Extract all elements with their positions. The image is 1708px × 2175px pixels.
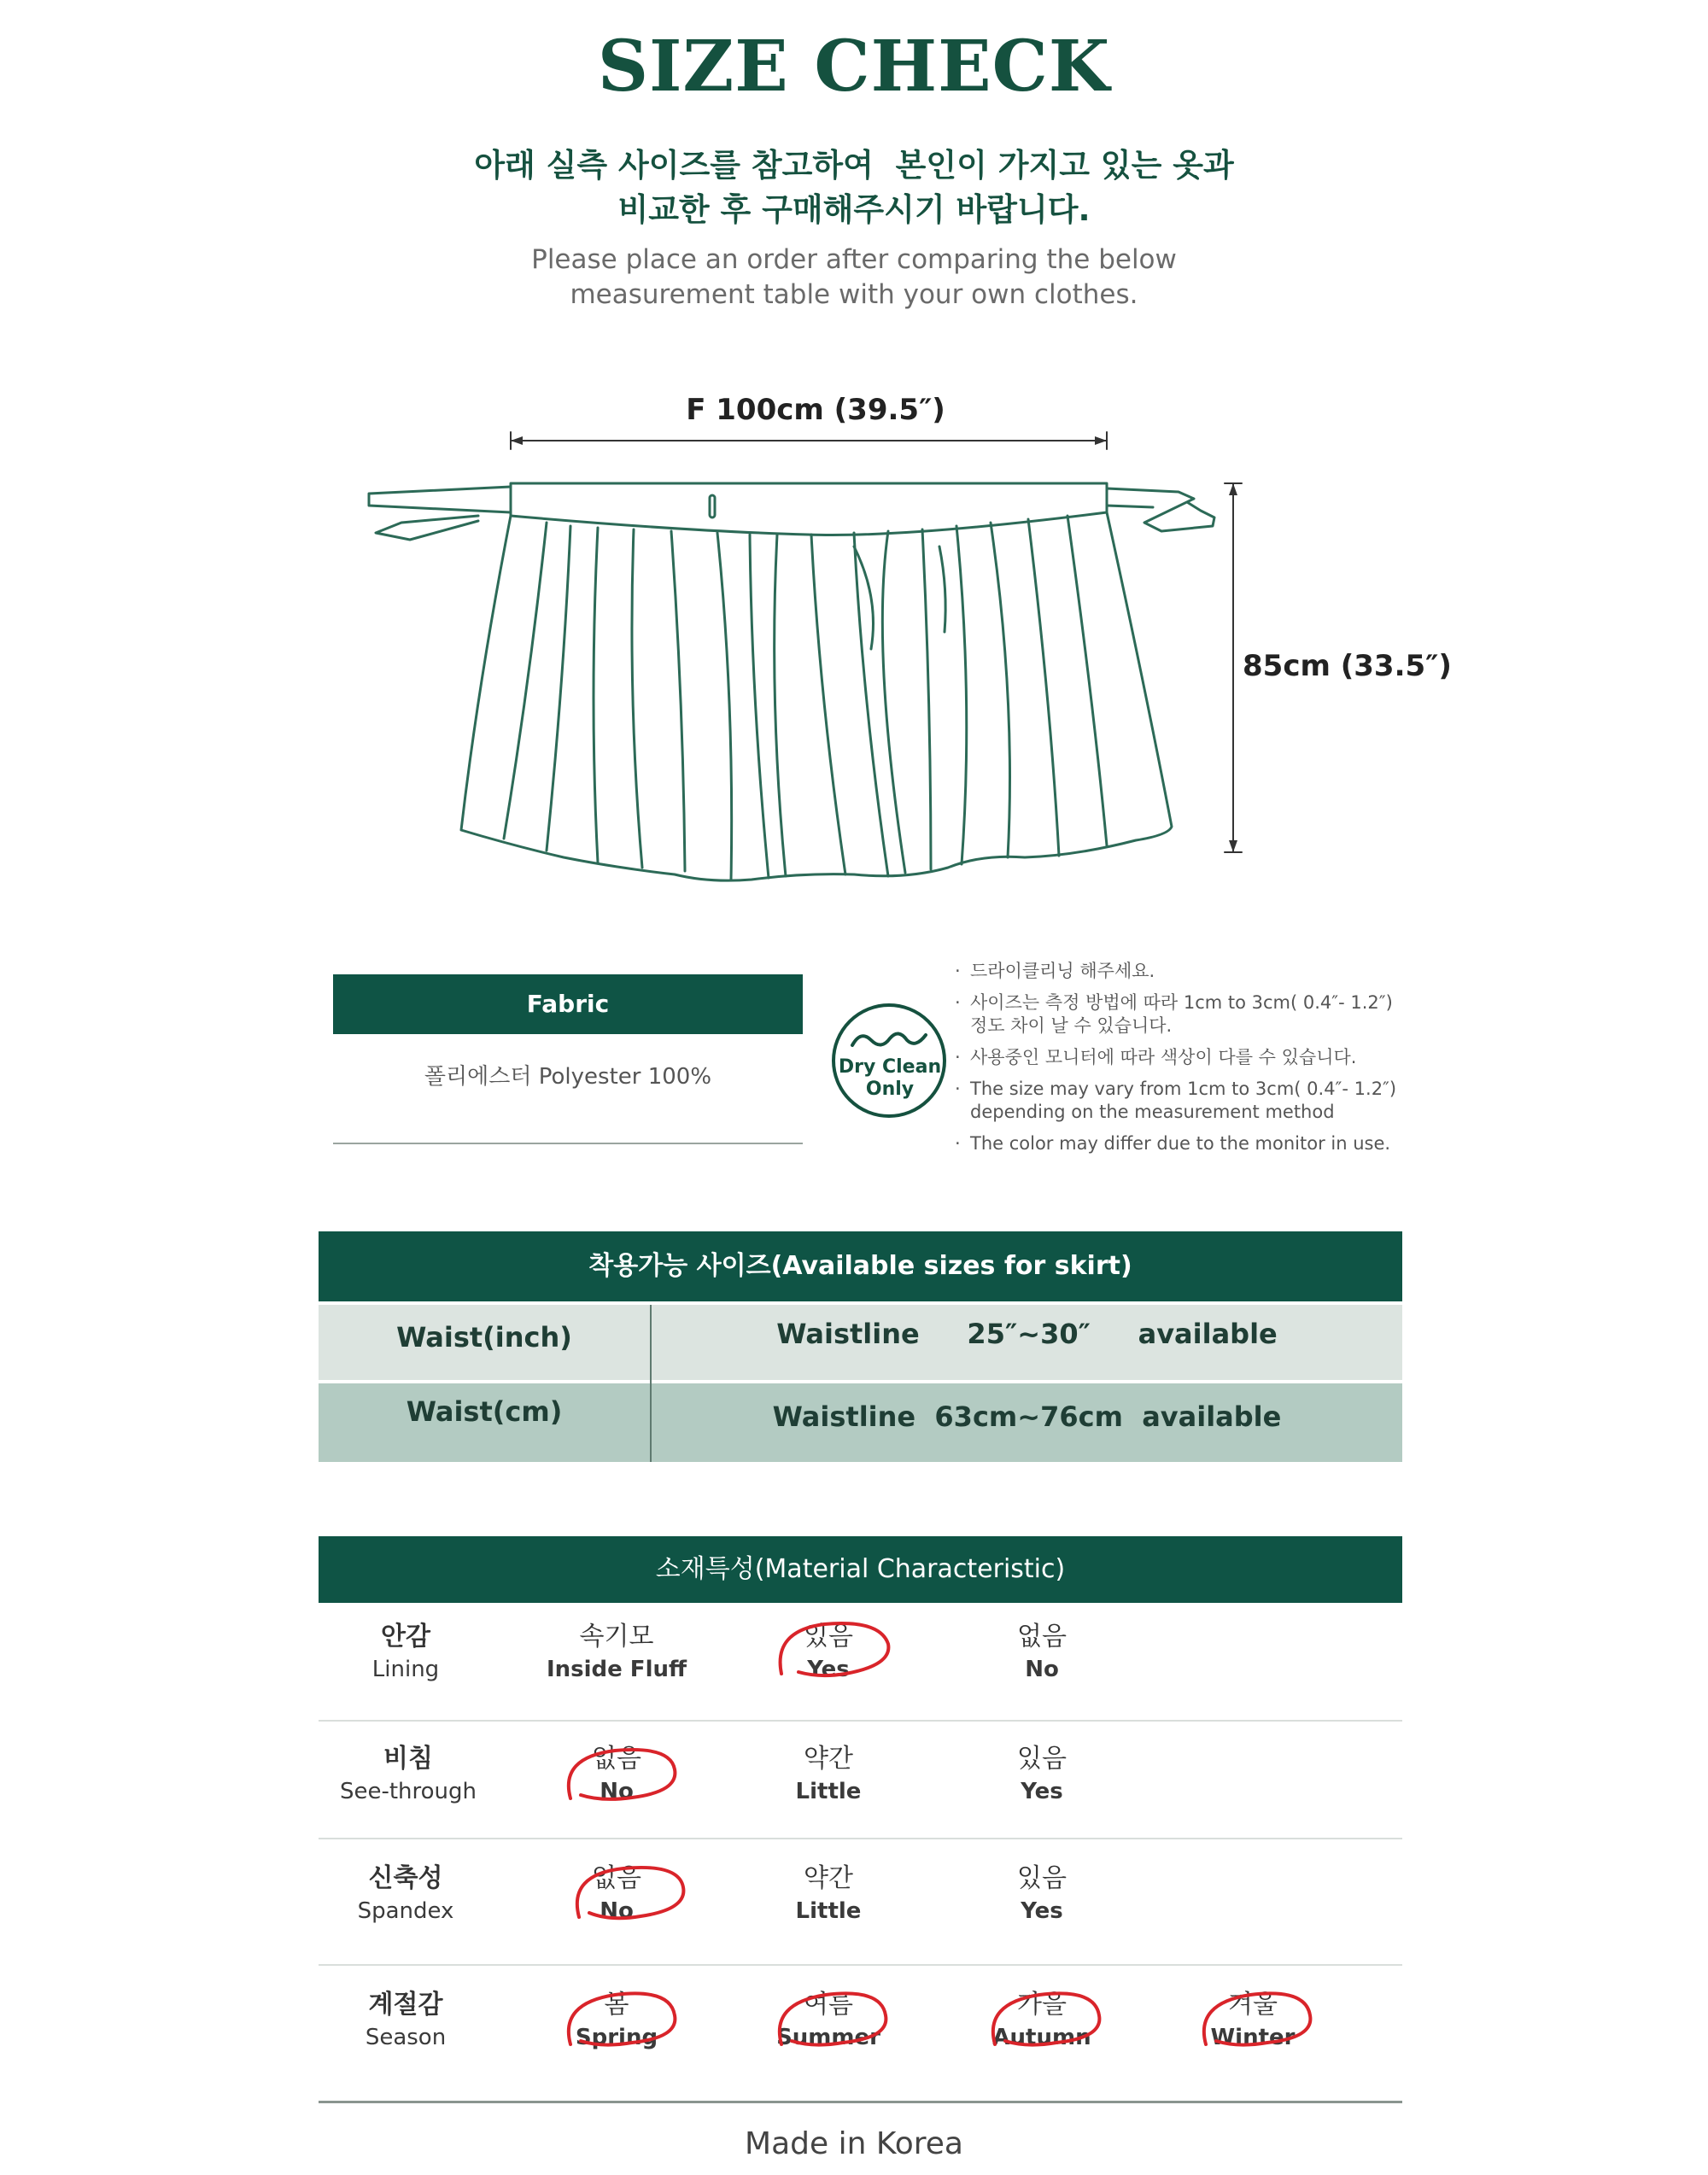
page-title: SIZE CHECK bbox=[597, 26, 1111, 108]
note-item: · The size may vary from 1cm to 3cm( 0.4″- 1.2″) depending on the measurement method bbox=[955, 1078, 1433, 1124]
intro-korean-line2: 비교한 후 구매해주시기 바랍니다. bbox=[617, 191, 1091, 228]
option-spandex-no bbox=[510, 1862, 723, 1927]
option-kr: 없음 bbox=[592, 1863, 641, 1893]
left-tie bbox=[369, 487, 511, 512]
dry-clean-line2: Only bbox=[865, 1079, 915, 1100]
skirt-diagram bbox=[0, 0, 1708, 939]
row-label-see-through bbox=[301, 1742, 515, 1807]
width-measure-label: F 100cm (39.5″) bbox=[686, 393, 945, 427]
label-en: Season bbox=[365, 2025, 447, 2050]
note-item: · 사용중인 모니터에 따라 색상이 다를 수 있습니다. bbox=[955, 1046, 1433, 1069]
option-en: No bbox=[600, 1779, 634, 1804]
option-winter bbox=[1146, 1988, 1360, 2053]
label-kr: 계절감 bbox=[368, 1990, 443, 2020]
waistband bbox=[511, 483, 1107, 535]
option-en: Autumn bbox=[992, 2025, 1091, 2050]
label-kr: 신축성 bbox=[368, 1863, 443, 1893]
wave-icon bbox=[849, 1023, 929, 1054]
label-kr: 안감 bbox=[381, 1622, 430, 1652]
option-lining-yes bbox=[722, 1620, 935, 1685]
option-kr: 여름 bbox=[804, 1990, 853, 2020]
option-kr: 약간 bbox=[804, 1863, 853, 1893]
option-see-through-little bbox=[722, 1742, 935, 1807]
option-en: Spring bbox=[575, 2025, 658, 2050]
row-label-spandex bbox=[299, 1862, 512, 1927]
label-en: Lining bbox=[371, 1657, 440, 1682]
option-inside-fluff bbox=[510, 1620, 723, 1685]
waist-inch-value: Waistline 25″~30″ available bbox=[776, 1318, 1278, 1350]
option-en: Inside Fluff bbox=[546, 1657, 687, 1682]
label-en: See-through bbox=[339, 1779, 477, 1804]
row-label-season bbox=[299, 1988, 512, 2053]
waist-inch-label: Waist(inch) bbox=[396, 1321, 572, 1354]
option-en: No bbox=[600, 1898, 634, 1924]
option-en: Little bbox=[795, 1898, 862, 1924]
label-kr: 비침 bbox=[383, 1744, 433, 1774]
option-kr: 없음 bbox=[1017, 1622, 1067, 1652]
row-divider bbox=[319, 1838, 1402, 1839]
option-spandex-little bbox=[722, 1862, 935, 1927]
length-measure-label: 85cm (33.5″) bbox=[1243, 649, 1452, 683]
dry-clean-line1: Dry Clean bbox=[838, 1056, 942, 1078]
material-header: 소재특성(Material Characteristic) bbox=[319, 1536, 1402, 1603]
option-spandex-yes bbox=[935, 1862, 1149, 1927]
dry-clean-text bbox=[835, 1056, 945, 1101]
intro-korean-line1: 아래 실측 사이즈를 참고하여 본인이 가지고 있는 옷과 bbox=[474, 147, 1234, 184]
row-divider bbox=[319, 1720, 1402, 1722]
note-item: · 사이즈는 측정 방법에 따라 1cm to 3cm( 0.4″- 1.2″) 정도 차이 날 수 있습니다. bbox=[955, 991, 1433, 1038]
waist-cm-value: Waistline 63cm~76cm available bbox=[772, 1400, 1282, 1433]
table-bottom-divider bbox=[319, 2101, 1402, 2103]
option-en: Yes bbox=[1021, 1898, 1063, 1924]
note-item: · The color may differ due to the monitor in use. bbox=[955, 1132, 1433, 1155]
fabric-value: 폴리에스터 Polyester 100% bbox=[424, 1064, 712, 1090]
made-in-label: Made in Korea bbox=[745, 2126, 963, 2161]
option-kr: 봄 bbox=[604, 1990, 629, 2020]
available-sizes-header: 착용가능 사이즈(Available sizes for skirt) bbox=[319, 1231, 1402, 1301]
option-en: Yes bbox=[1021, 1779, 1063, 1804]
option-en: Winter bbox=[1210, 2025, 1296, 2050]
option-kr: 있음 bbox=[1017, 1744, 1067, 1774]
fabric-divider bbox=[333, 1143, 803, 1144]
option-kr: 약간 bbox=[804, 1744, 853, 1774]
option-summer bbox=[722, 1988, 935, 2053]
intro-english-line2: measurement table with your own clothes. bbox=[570, 279, 1138, 310]
option-kr: 있음 bbox=[1017, 1863, 1067, 1893]
option-kr: 겨울 bbox=[1228, 1990, 1278, 2020]
option-spring bbox=[510, 1988, 723, 2053]
option-kr: 가을 bbox=[1017, 1990, 1067, 2020]
option-see-through-no bbox=[510, 1742, 723, 1807]
option-en: Yes bbox=[807, 1657, 850, 1682]
row-divider bbox=[319, 1964, 1402, 1966]
fabric-header: Fabric bbox=[333, 974, 803, 1034]
row-label-lining bbox=[299, 1620, 512, 1685]
option-en: Summer bbox=[776, 2025, 880, 2050]
waist-cm-label: Waist(cm) bbox=[406, 1395, 563, 1428]
option-lining-no bbox=[935, 1620, 1149, 1685]
option-kr: 있음 bbox=[804, 1622, 853, 1652]
option-en: No bbox=[1025, 1657, 1059, 1682]
option-see-through-yes bbox=[935, 1742, 1149, 1807]
intro-english-line1: Please place an order after comparing the below bbox=[531, 244, 1177, 275]
care-notes bbox=[955, 960, 1433, 1164]
option-en: Little bbox=[795, 1779, 862, 1804]
option-kr: 속기모 bbox=[579, 1622, 654, 1652]
note-item: · 드라이클리닝 해주세요. bbox=[955, 960, 1433, 983]
option-autumn bbox=[935, 1988, 1149, 2053]
option-kr: 없음 bbox=[592, 1744, 641, 1774]
label-en: Spandex bbox=[357, 1898, 454, 1924]
